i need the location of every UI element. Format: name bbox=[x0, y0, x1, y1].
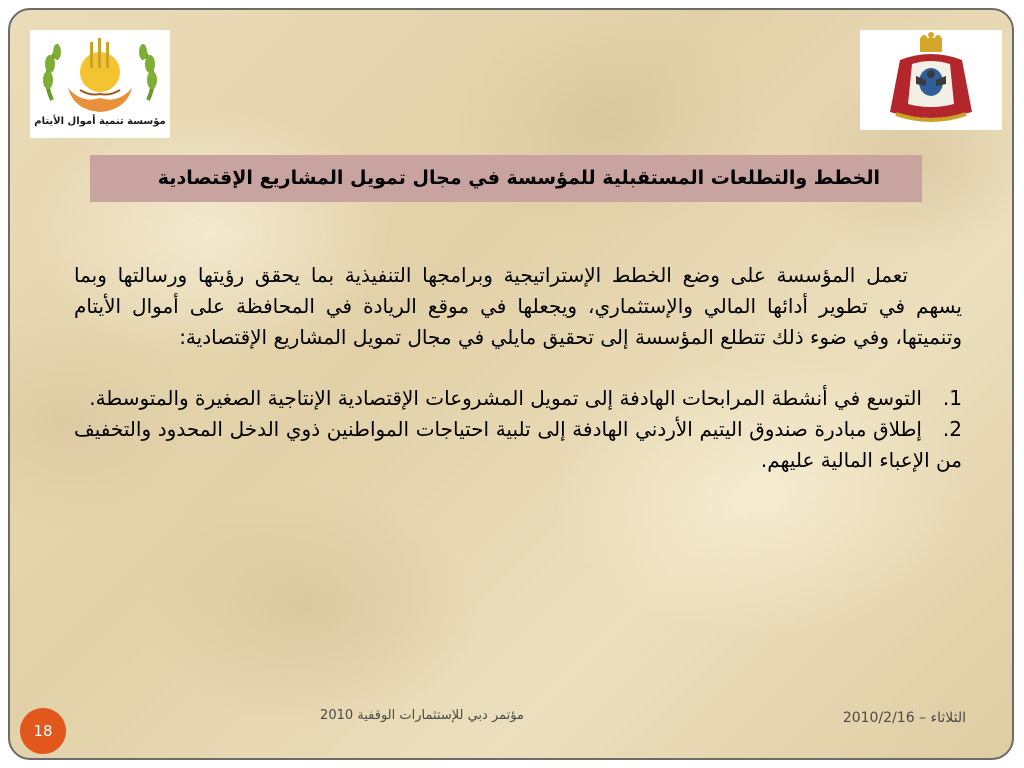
goal-number: 1. bbox=[942, 386, 962, 410]
goal-item bbox=[74, 414, 962, 476]
goal-text: إطلاق مبادرة صندوق اليتيم الأردني الهادفة إلى تلبية احتياجات المواطنين ذوي الدخل المحدود والتخفيف من الإعباء المالية عليهم. bbox=[74, 417, 962, 472]
slide bbox=[8, 8, 1014, 760]
wheat-hands-logo-icon bbox=[30, 30, 170, 118]
coat-of-arms-icon bbox=[860, 30, 1002, 130]
goal-text: التوسع في أنشطة المرابحات الهادفة إلى تمويل المشروعات الإقتصادية الإنتاجية الصغيرة والمتوسطة. bbox=[89, 386, 922, 410]
footer-date: الثلاثاء – 2010/2/16 bbox=[842, 710, 966, 726]
footer-conference: مؤتمر دبي للإستثمارات الوقفية 2010 bbox=[320, 708, 524, 723]
jordan-coat-of-arms-logo bbox=[860, 30, 1002, 130]
foundation-logo bbox=[30, 30, 170, 138]
goal-item bbox=[74, 383, 962, 414]
foundation-logo-caption: مؤسسة تنمية أموال الأيتام bbox=[34, 116, 166, 127]
goal-number: 2. bbox=[942, 417, 962, 441]
slide-title: الخطط والتطلعات المستقبلية للمؤسسة في مجال تمويل المشاريع الإقتصادية bbox=[90, 155, 922, 202]
intro-paragraph: تعمل المؤسسة على وضع الخطط الإستراتيجية وبرامجها التنفيذية بما يحقق رؤيتها ورسالتها وبما يسهم في تطوير أدائها المالي والإستثماري، ويجعلها في موقع الريادة في المحافظة على أموال الأيتام وتنميتها، وفي ضوء ذلك تتطلع المؤسسة إلى تحقيق مايلي في مجال تمويل المشاريع الإقتصادية: bbox=[74, 263, 962, 349]
slide-body bbox=[74, 260, 962, 476]
page-number-badge: 18 bbox=[20, 708, 66, 754]
goals-list bbox=[74, 383, 962, 476]
